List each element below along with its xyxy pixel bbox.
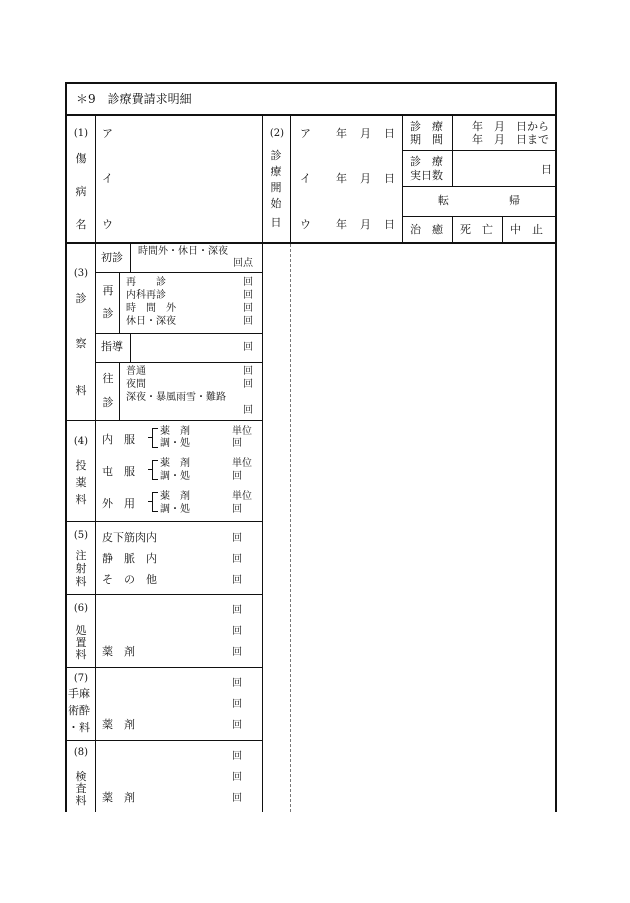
period-label-2: 期 間	[410, 133, 443, 146]
line-revisit-bottom	[95, 333, 263, 334]
start-month-u: 月	[360, 218, 371, 231]
visit-kai-1: 回	[243, 366, 253, 377]
period-label-1: 診 療	[410, 120, 443, 133]
start-label-4: 始	[270, 197, 282, 210]
injury-label-1: 傷	[75, 152, 87, 165]
treat-kai-2: 回	[232, 626, 242, 637]
inject-label-3: 料	[75, 575, 87, 588]
revisit-item-1: 再 診	[126, 277, 166, 288]
start-month-a: 月	[360, 127, 371, 140]
inject-number: (5)	[73, 530, 89, 541]
line-guide-bottom	[95, 362, 263, 363]
revisit-kai-3: 回	[243, 303, 253, 314]
revisit-item-3: 時 間 外	[126, 303, 176, 314]
visit-item-2: 夜間	[126, 379, 146, 390]
div-start-right	[402, 115, 403, 243]
visit-item-1: 普通	[126, 366, 146, 377]
inject-kai-2: 回	[232, 554, 242, 565]
med-number: (4)	[73, 436, 89, 447]
start-label-2: 療	[270, 165, 282, 178]
med-group-2: 屯 服	[102, 465, 135, 478]
div-start-label	[290, 115, 291, 243]
revisit-kai-1: 回	[243, 277, 253, 288]
start-label-1: 診	[270, 149, 282, 162]
start-year-i: 年	[336, 172, 347, 185]
med-brace-3	[152, 492, 158, 512]
exam-label-2: 査	[75, 782, 87, 795]
med-disp-1: 調・処	[160, 438, 190, 449]
exam-label-1: 検	[75, 770, 87, 783]
visit-kai-2: 回	[243, 379, 253, 390]
injury-number: (1)	[73, 128, 89, 139]
med-brace-2	[152, 460, 158, 480]
div-guide-label	[130, 333, 131, 362]
anes-label-1: 手麻	[68, 687, 90, 700]
exam-drug: 薬 剤	[102, 791, 135, 804]
guide-kai: 回	[243, 342, 253, 353]
first-visit-label: 初診	[101, 251, 123, 264]
start-year-a: 年	[336, 127, 347, 140]
visit-item-3: 深夜・暴風雨雪・難路	[126, 392, 226, 403]
start-label-3: 開	[270, 181, 282, 194]
treat-label-1: 処	[75, 624, 87, 637]
line-period-bottom	[402, 150, 556, 151]
outcome-death: 死 亡	[460, 223, 493, 236]
med-group-1: 内 服	[102, 433, 135, 446]
med-group-3: 外 用	[102, 497, 135, 510]
anes-drug: 薬 剤	[102, 718, 135, 731]
dashed-divider	[290, 244, 291, 812]
exam-number: (8)	[73, 747, 89, 758]
div-outcome-2	[502, 216, 503, 243]
med-disp-3: 調・処	[160, 504, 190, 515]
title-bottom	[65, 114, 557, 116]
revisit-item-4: 休日・深夜	[126, 316, 176, 327]
exam-kai-3: 回	[232, 793, 242, 804]
guide-label: 指導	[101, 340, 123, 353]
start-year-u: 年	[336, 218, 347, 231]
start-row-u: ウ	[300, 218, 311, 231]
upper-bottom	[65, 242, 557, 244]
treat-label-3: 料	[75, 648, 87, 661]
med-brace-1	[152, 428, 158, 448]
frame-top	[65, 82, 557, 84]
div-injury-label	[95, 115, 96, 812]
start-number: (2)	[269, 128, 285, 139]
days-label-2: 実日数	[410, 169, 443, 182]
exam-kai-1: 回	[232, 751, 242, 762]
anes-kai-1: 回	[232, 678, 242, 689]
consult-number: (3)	[73, 268, 89, 279]
injury-label-3: 名	[75, 218, 87, 231]
injury-label-2: 病	[75, 185, 87, 198]
treat-number: (6)	[73, 603, 89, 614]
line-first-bottom	[95, 272, 263, 273]
treat-kai-3: 回	[232, 647, 242, 658]
med-drug-1: 薬 剤	[160, 426, 190, 437]
start-label-5: 日	[270, 216, 282, 229]
inject-item-2: 静 脈 内	[102, 552, 157, 565]
med-label-2: 薬	[75, 476, 87, 489]
outcome-stop: 中 止	[510, 223, 543, 236]
line-anes-bottom	[65, 740, 263, 741]
med-kai-1: 回	[232, 438, 242, 449]
med-drug-2: 薬 剤	[160, 458, 190, 469]
inject-item-3: そ の 他	[102, 573, 157, 586]
outcome-cure: 治 癒	[410, 223, 443, 236]
med-disp-2: 調・処	[160, 471, 190, 482]
first-visit-line1: 時間外・休日・深夜	[138, 246, 228, 257]
anes-label-2: 術酔	[68, 704, 90, 717]
injury-row-u: ウ	[102, 218, 113, 231]
start-day-u: 日	[384, 218, 395, 231]
consult-label-1: 診	[75, 292, 87, 305]
div-outcome-1	[452, 216, 453, 243]
med-kai-2: 回	[232, 471, 242, 482]
div-injury-start	[262, 115, 263, 812]
div-visit-label	[119, 362, 120, 420]
line-outcome-mid	[402, 216, 556, 217]
first-visit-line2: 回点	[233, 258, 253, 269]
start-month-i: 月	[360, 172, 371, 185]
visit-kai-3: 回	[243, 405, 253, 416]
line-days-bottom	[402, 186, 556, 187]
line-treat-bottom	[65, 667, 263, 668]
div-period-label	[452, 115, 453, 187]
visit-label-1: 往	[102, 372, 114, 385]
inject-item-1: 皮下筋肉内	[102, 531, 157, 544]
inject-label-1: 注	[75, 549, 87, 562]
anes-kai-2: 回	[232, 699, 242, 710]
revisit-item-2: 内科再診	[126, 290, 166, 301]
exam-label-3: 料	[75, 794, 87, 807]
consult-label-2: 察	[75, 337, 87, 350]
frame-right	[555, 82, 557, 812]
revisit-kai-2: 回	[243, 290, 253, 301]
revisit-kai-4: 回	[243, 316, 253, 327]
med-label-3: 料	[75, 493, 87, 506]
start-day-i: 日	[384, 172, 395, 185]
treat-kai-1: 回	[232, 605, 242, 616]
med-kai-3: 回	[232, 504, 242, 515]
consult-label-3: 料	[75, 384, 87, 397]
injury-row-i: イ	[102, 172, 113, 185]
visit-label-2: 診	[102, 396, 114, 409]
days-label-1: 診 療	[410, 155, 443, 168]
anes-label-3: ・料	[68, 721, 90, 734]
treat-drug: 薬 剤	[102, 645, 135, 658]
outcome-ten: 転	[438, 194, 449, 207]
med-unit-2: 単位	[232, 458, 252, 469]
treat-label-2: 置	[75, 636, 87, 649]
outcome-ki: 帰	[509, 194, 520, 207]
div-first-label	[130, 243, 131, 273]
med-unit-3: 単位	[232, 491, 252, 502]
inject-kai-3: 回	[232, 575, 242, 586]
injury-row-a: ア	[102, 127, 113, 140]
period-to: 年 月 日まで	[472, 133, 549, 146]
start-row-a: ア	[300, 127, 311, 140]
line-consult-bottom	[65, 420, 263, 421]
med-drug-3: 薬 剤	[160, 491, 190, 502]
start-day-a: 日	[384, 127, 395, 140]
med-unit-1: 単位	[232, 426, 252, 437]
line-inject-bottom	[65, 594, 263, 595]
inject-kai-1: 回	[232, 533, 242, 544]
days-unit: 日	[541, 163, 552, 176]
anes-number: (7)	[73, 673, 89, 684]
revisit-label-2: 診	[102, 307, 114, 320]
anes-kai-3: 回	[232, 720, 242, 731]
period-from: 年 月 日から	[472, 120, 549, 133]
line-med-bottom	[65, 521, 263, 522]
start-row-i: イ	[300, 172, 311, 185]
div-revisit-label	[119, 273, 120, 333]
frame-left	[65, 82, 67, 812]
revisit-label-1: 再	[102, 284, 114, 297]
exam-kai-2: 回	[232, 772, 242, 783]
page-title: ＊9 診療費請求明細	[76, 92, 192, 106]
med-label-1: 投	[75, 459, 87, 472]
inject-label-2: 射	[75, 562, 87, 575]
